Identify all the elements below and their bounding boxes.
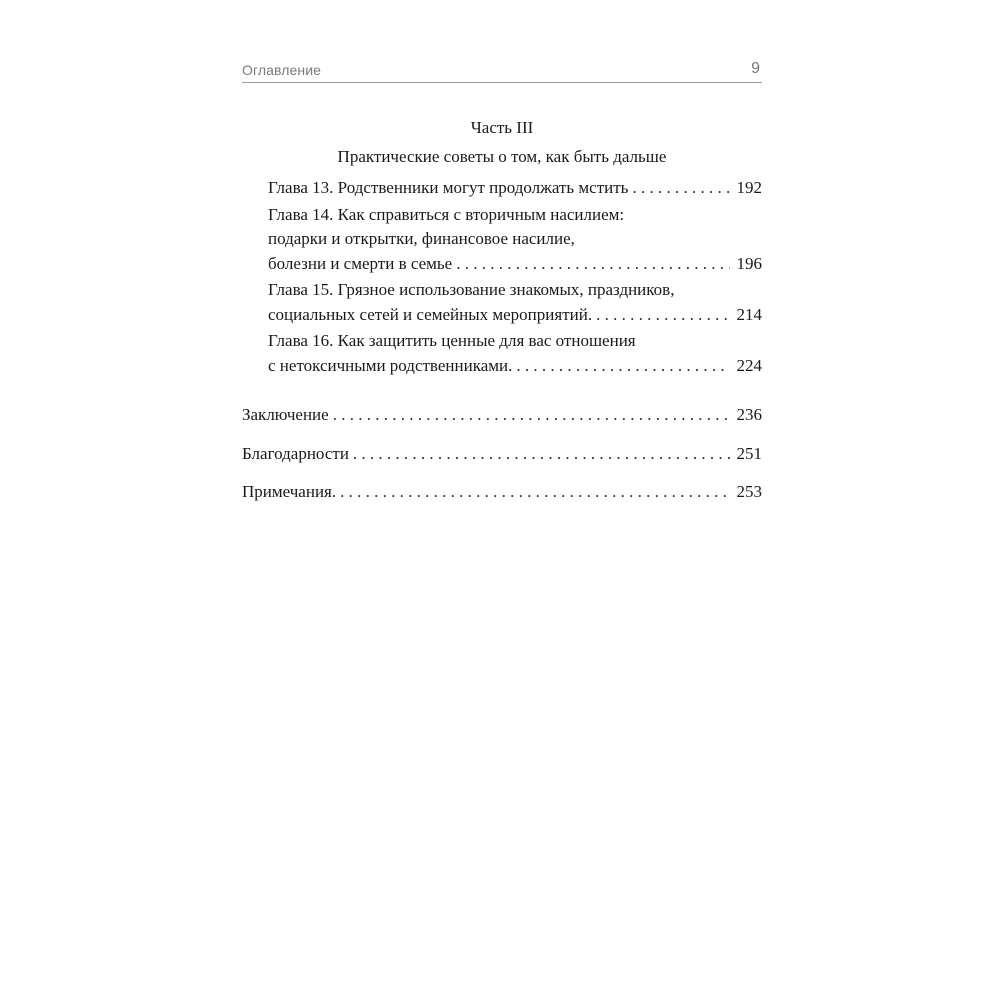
toc-entry-page: 251	[736, 443, 762, 463]
toc-entry-page: 224	[736, 355, 762, 375]
dot-leader	[456, 252, 730, 277]
toc-entry-chapter-13[interactable]	[242, 176, 762, 201]
toc-entry-page: 253	[736, 482, 762, 501]
toc-entry-notes[interactable]	[242, 480, 762, 505]
toc-entry-chapter-14[interactable]	[242, 203, 762, 277]
dot-leader	[596, 303, 730, 328]
toc-entry-page: 214	[736, 304, 762, 324]
running-head-title: Оглавление	[242, 62, 322, 78]
page-number: 9	[751, 60, 760, 77]
toc-entry-page: 192	[736, 178, 762, 197]
toc-entry-acknowledgements[interactable]	[242, 442, 762, 467]
toc-entry-chapter-15[interactable]	[242, 278, 762, 327]
dot-leader	[340, 480, 730, 505]
toc-entry-title: Заключение	[242, 405, 329, 424]
toc-entry-title: Благодарности	[242, 443, 349, 463]
dot-leader	[632, 176, 730, 201]
toc-entry-title: Глава 13. Родственники могут продолжать мстить	[268, 178, 629, 197]
part-subtitle: Практические советы о том, как быть дальше	[337, 147, 667, 166]
toc-entry-page: 196	[736, 253, 762, 273]
book-page	[242, 52, 762, 505]
dot-leader	[353, 442, 730, 467]
running-head	[242, 52, 762, 83]
toc-entry-title-line: Глава 15. Грязное использование знакомых, праздников,	[268, 280, 675, 299]
toc-entry-title-line: социальных сетей и семейных мероприятий.	[268, 304, 593, 324]
part-heading: Часть III	[470, 118, 534, 137]
toc-entry-title: Примечания.	[242, 482, 337, 501]
dot-leader	[333, 403, 730, 428]
table-of-contents	[242, 176, 762, 505]
toc-entry-title-line: Глава 14. Как справиться с вторичным насилием:	[268, 204, 625, 224]
toc-entry-title-line: подарки и открытки, финансовое насилие,	[268, 229, 575, 248]
toc-entry-title-line: с нетоксичными родственниками.	[268, 355, 513, 375]
toc-entry-conclusion[interactable]	[242, 403, 762, 428]
dot-leader	[516, 354, 730, 379]
toc-entry-page: 236	[736, 405, 762, 424]
toc-entry-chapter-16[interactable]	[242, 329, 762, 378]
toc-entry-title-line: Глава 16. Как защитить ценные для вас отношения	[268, 331, 636, 350]
toc-entry-title-line: болезни и смерти в семье	[268, 253, 453, 273]
